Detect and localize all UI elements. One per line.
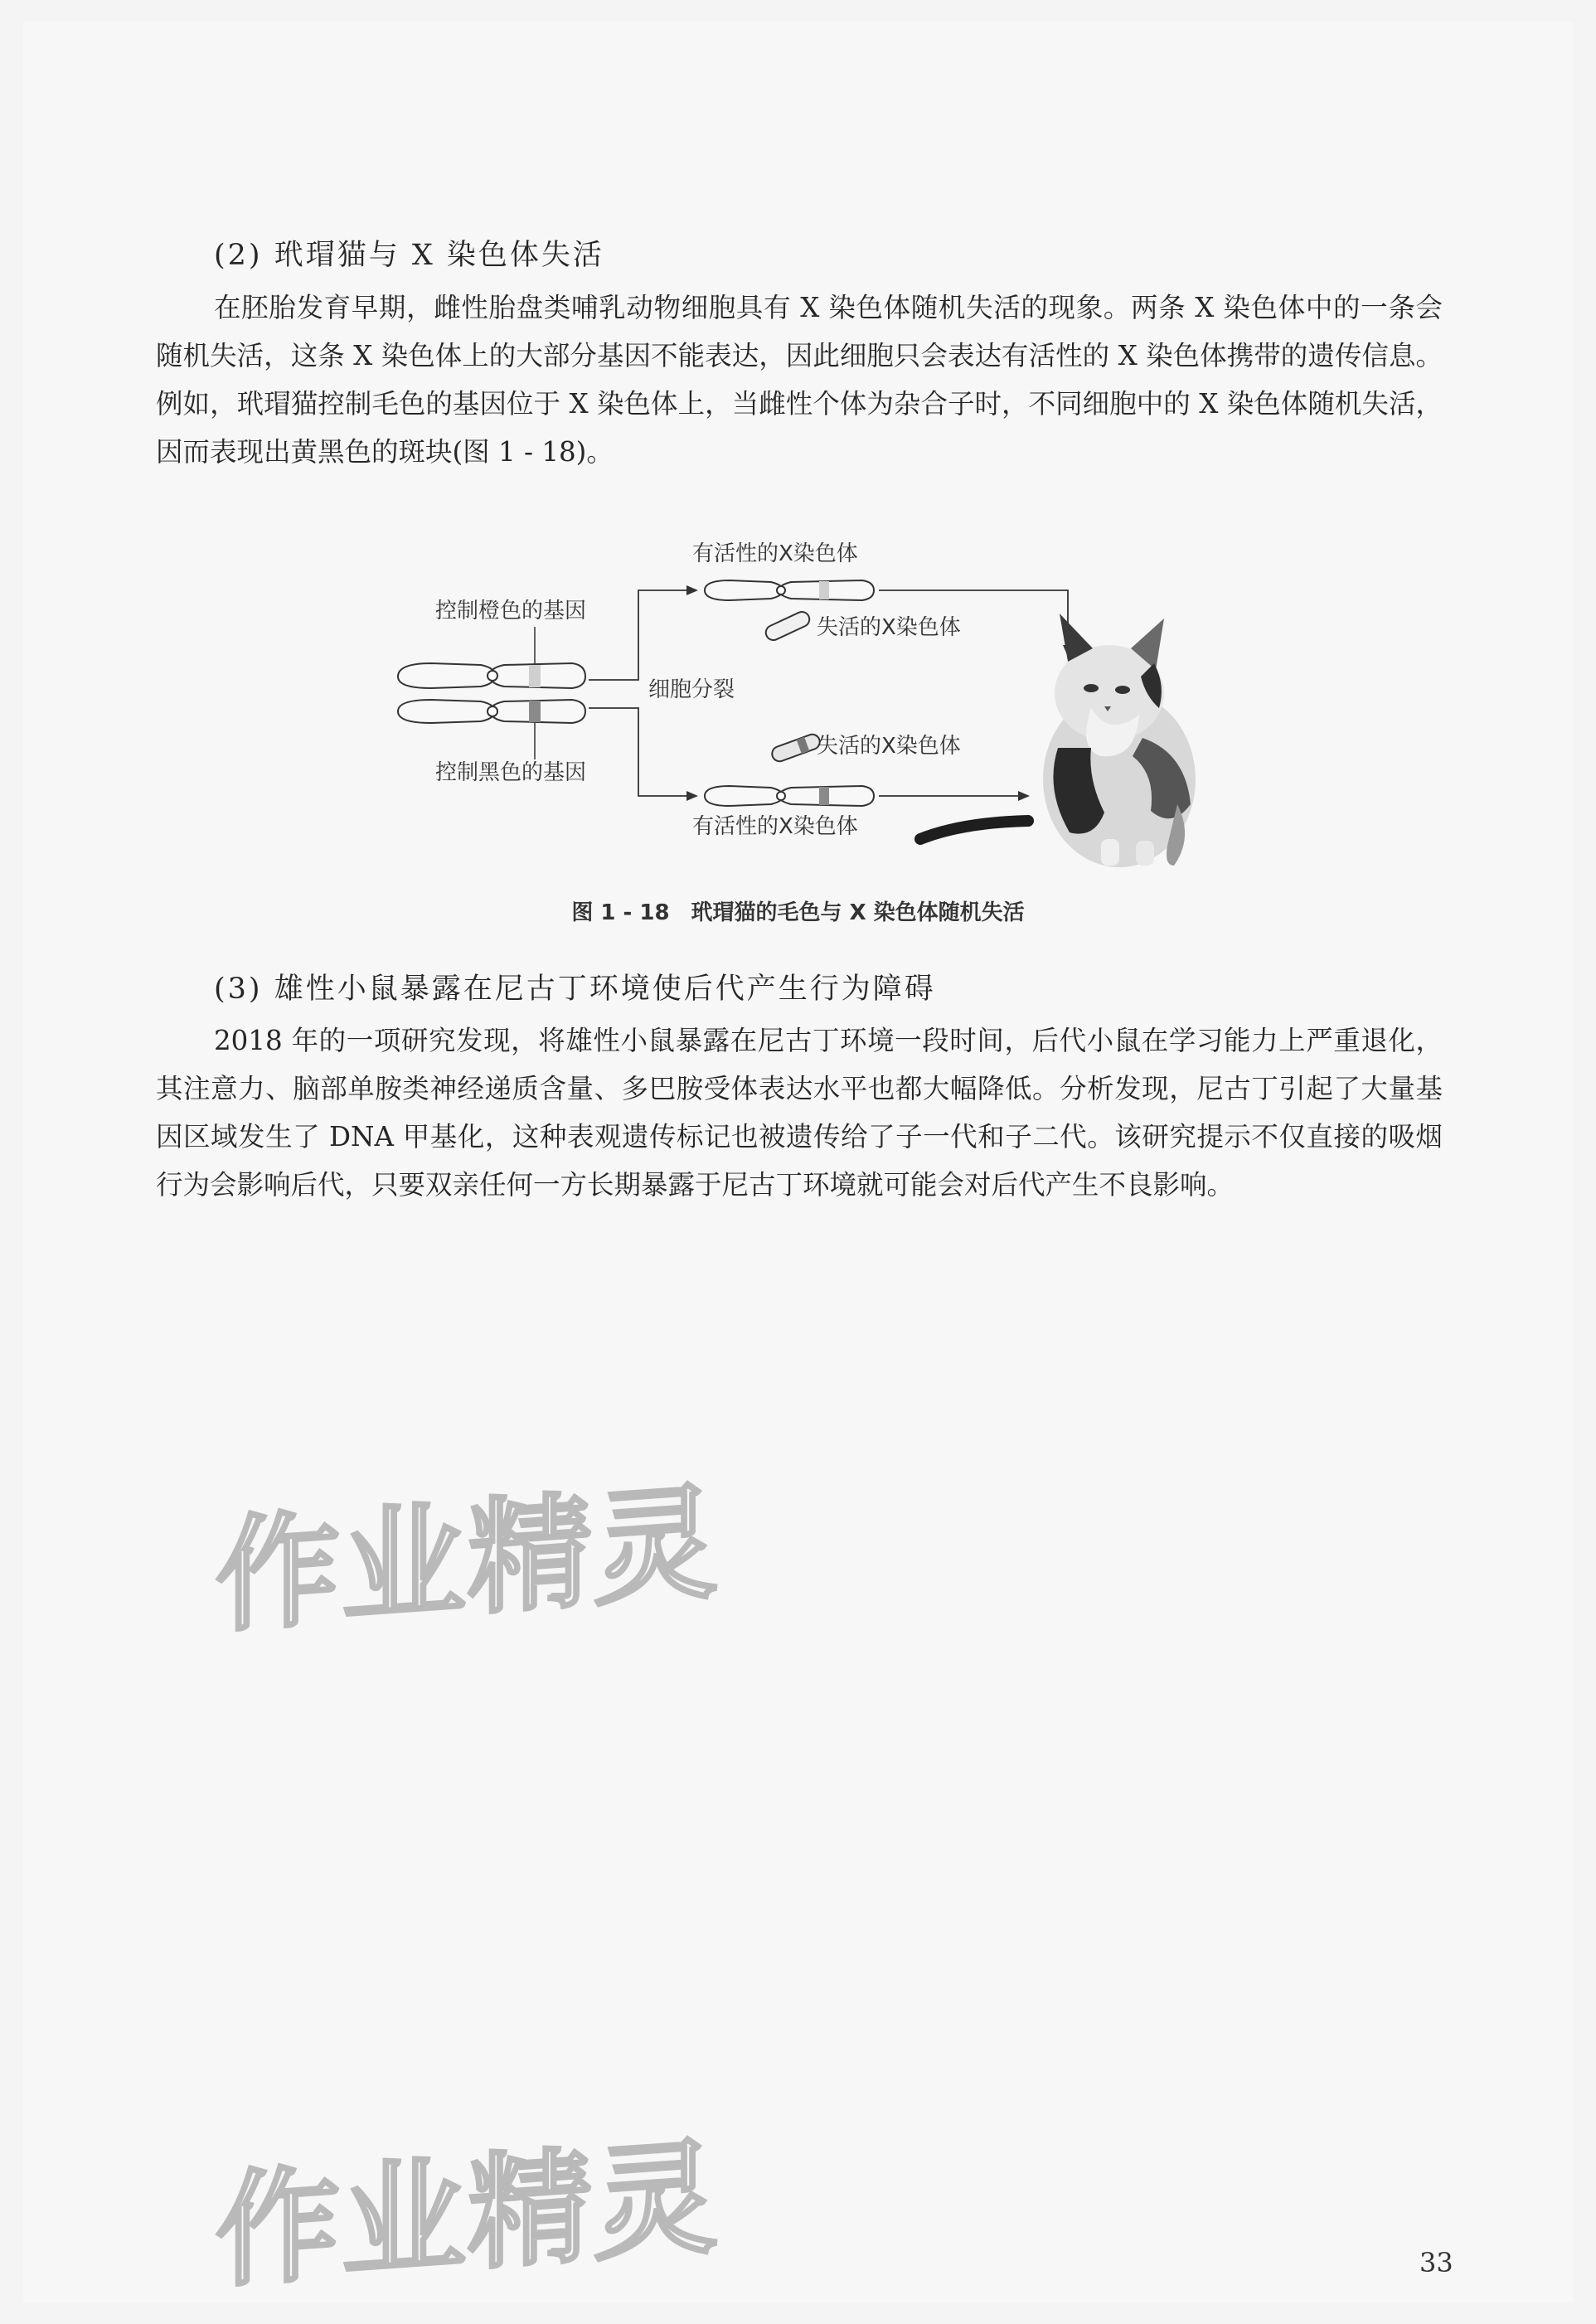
watermark-upper: 作业精灵 bbox=[216, 1470, 720, 1651]
cell-division-label: 细胞分裂 bbox=[648, 677, 735, 702]
figure-1-18 bbox=[390, 531, 1219, 871]
active-x-label-bottom: 有活性的X染色体 bbox=[692, 814, 858, 839]
watermark-lower: 作业精灵 bbox=[216, 2125, 720, 2306]
active-x-chromosome-top bbox=[705, 580, 874, 600]
section-3-heading: (3) 雄性小鼠暴露在尼古丁环境使后代产生行为障碍 bbox=[214, 973, 936, 1006]
section-3-paragraph bbox=[156, 1016, 1443, 1209]
figure-caption: 图 1 - 18 玳瑁猫的毛色与 X 染色体随机失活 bbox=[571, 900, 1025, 925]
section-3-text: 2018 年的一项研究发现，将雄性小鼠暴露在尼古丁环境一段时间，后代小鼠在学习能力上严重退化，其注意力、脑部单胺类神经递质含量、多巴胺受体表达水平也都大幅降低。分析发现，尼古丁引起了大量基因区域发生了 DNA 甲基化，这种表观遗传标记也被遗传给了子一代和子二代。该研究提示不仅直接的吸烟行为会影响后代，只要双亲任何一方长期暴露于尼古丁环境就可能会对后代产生不良影响。 bbox=[156, 1025, 1443, 1201]
section-2-heading: (2) 玳瑁猫与 X 染色体失活 bbox=[214, 239, 604, 272]
inactive-x-chromosome-top bbox=[764, 609, 812, 643]
tortoiseshell-cat-image bbox=[920, 614, 1196, 867]
orange-gene-label: 控制橙色的基因 bbox=[435, 599, 587, 623]
arrow-head-bottom bbox=[686, 791, 698, 801]
inactive-x-label-top: 失活的X染色体 bbox=[817, 615, 961, 640]
section-2-text: 在胚胎发育早期，雌性胎盘类哺乳动物细胞具有 X 染色体随机失活的现象。两条 X 染色体中的一条会随机失活，这条 X 染色体上的大部分基因不能表达，因此细胞只会表达有活性的 X 染色体携带的遗传信息。例如，玳瑁猫控制毛色的基因位于 X 染色体上，当雌性个体为杂合子时，不同细胞中的 X 染色体随机失活，因而表现出黄黑色的斑块(图 1 - 18)。 bbox=[156, 292, 1443, 468]
active-x-label-top: 有活性的X染色体 bbox=[692, 541, 858, 566]
black-gene-band bbox=[529, 701, 541, 722]
parent-chromosome-pair bbox=[398, 627, 585, 759]
inactive-x-chromosome-bottom bbox=[770, 732, 822, 763]
arrow-head-top bbox=[686, 585, 698, 595]
x-inactivation-diagram bbox=[390, 531, 1219, 871]
inactive-x-label-bottom: 失活的X染色体 bbox=[817, 734, 961, 759]
orange-gene-band bbox=[529, 665, 541, 687]
active-x-chromosome-bottom bbox=[705, 786, 874, 806]
black-gene-label: 控制黑色的基因 bbox=[435, 760, 587, 785]
section-2-paragraph bbox=[156, 284, 1443, 476]
page-number: 33 bbox=[1419, 2247, 1453, 2278]
